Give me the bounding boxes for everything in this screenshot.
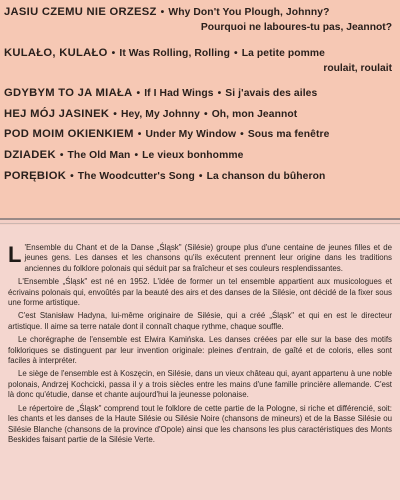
track-title-en: Why Don't You Plough, Johnny?: [168, 7, 330, 18]
track-title-pl: POD MOIM OKIENKIEM: [4, 128, 134, 140]
paragraph-1: [8, 243, 392, 274]
drop-cap: L: [8, 242, 22, 267]
paragraph-2: L'Ensemble „Śląsk" est né en 1952. L'idée de former un tel ensemble appartient aux musicologues et écrivains polonais qui, envoûtés par la beauté des airs et des danses de la Silésie, ont décidé de la fixer sous une forme artistique.: [8, 277, 392, 308]
separator: •: [113, 109, 117, 120]
divider: [0, 218, 400, 220]
separator: •: [59, 150, 64, 161]
separator: •: [203, 109, 208, 120]
paragraph-6: Le répertoire de „Śląsk" comprend tout le folklore de cette partie de la Pologne, si riche et différencié, soit: les chants et les danses de la Haute Silésie ou Silésie Noire (chansons de mineurs) et de la Basse Silésie ou Silésie Blanche (chansons de la province d'Opole) ainsi que les chansons les plus caractéristiques des Monts Beskides faisant partie de la Silésie Verte.: [8, 403, 392, 444]
track-title-en: It Was Rolling, Rolling: [119, 48, 230, 59]
track-title-en: Under My Window: [145, 129, 237, 140]
track-6: [4, 149, 243, 161]
track-3: [4, 87, 317, 99]
track-title-fr: Si j'avais des ailes: [225, 88, 318, 99]
paragraph-3: C'est Stanisław Hadyna, lui-même originaire de Silésie, qui a créé „Śląsk" et qui en est le directeur artistique. Il aime sa terre natale dont il connaît chaque rythme, chaque souffle.: [8, 311, 392, 331]
separator: •: [137, 129, 142, 140]
separator: •: [217, 88, 222, 99]
separator: •: [70, 171, 74, 182]
separator: •: [136, 88, 141, 99]
divider: [0, 223, 400, 224]
track-title-fr: Sous ma fenêtre: [247, 129, 330, 140]
track-title-en: The Woodcutter's Song: [77, 171, 195, 182]
separator: •: [233, 48, 238, 59]
track-title-fr: La petite pomme: [241, 48, 326, 59]
paragraph-5: Le siège de l'ensemble est à Koszęcin, en Silésie, dans un vieux château qui, ayant appartenu à une noble polonais, Andrzej Kochcicki, passa il y a trois siècles entre les mains d'une famille princière allemande. C'est là donc qu'étudie, danse et chante aujourd'hui la jeunesse polonaise.: [8, 369, 392, 400]
liner-notes: [0, 225, 400, 500]
track-title-pl: KULAŁO, KULAŁO: [4, 47, 108, 59]
paragraph-1-text: 'Ensemble du Chant et de la Danse „Śląsk" (Silésie) groupe plus d'une centaine de jeunes filles et de jeunes gens. Les danses et les chansons qu'ils exécutent prennent leur origine dans les traditions anciennes du folklore polonais qui séduit par sa fraîcheur et ses couleurs resplendissantes.: [24, 243, 392, 273]
paragraph-4: Le chorégraphe de l'ensemble est Elwira Kamińska. Les danses créées par elle sur la base des motifs folkloriques se distinguent par leur invention originale: pleines d'entrain, de gaîté et de coloris, elles sont faciles à interpréter.: [8, 335, 392, 366]
track-title-fr: Le vieux bonhomme: [142, 150, 244, 161]
track-title-pl: PORĘBIOK: [4, 170, 67, 182]
track-4: [4, 108, 297, 120]
separator: •: [134, 150, 139, 161]
track-title-pl: GDYBYM TO JA MIAŁA: [4, 87, 133, 99]
separator: •: [198, 171, 203, 182]
separator: •: [111, 48, 116, 59]
track-5: [4, 128, 329, 140]
liner-notes-text: [8, 243, 392, 448]
track-title-en: If I Had Wings: [144, 88, 214, 99]
track-7: [4, 170, 325, 182]
track-title-fr: La chanson du bûheron: [206, 171, 326, 182]
track-1-fr: Pourquoi ne laboures-tu pas, Jeannot?: [200, 22, 392, 33]
track-title-en: The Old Man: [67, 150, 131, 161]
track-title-en: Hey, My Johnny: [120, 109, 200, 120]
separator: •: [160, 7, 165, 18]
separator: •: [240, 129, 244, 140]
tracklist-panel: [0, 0, 400, 218]
track-1: [4, 6, 330, 18]
track-title-pl: HEJ MÓJ JASINEK: [4, 108, 110, 120]
track-title-pl: DZIADEK: [4, 149, 56, 161]
track-title-fr: Oh, mon Jeannot: [211, 109, 298, 120]
track-title-pl: JASIU CZEMU NIE ORZESZ: [4, 6, 157, 18]
track-2-fr-cont: roulait, roulait: [323, 63, 392, 74]
track-2: [4, 47, 325, 59]
